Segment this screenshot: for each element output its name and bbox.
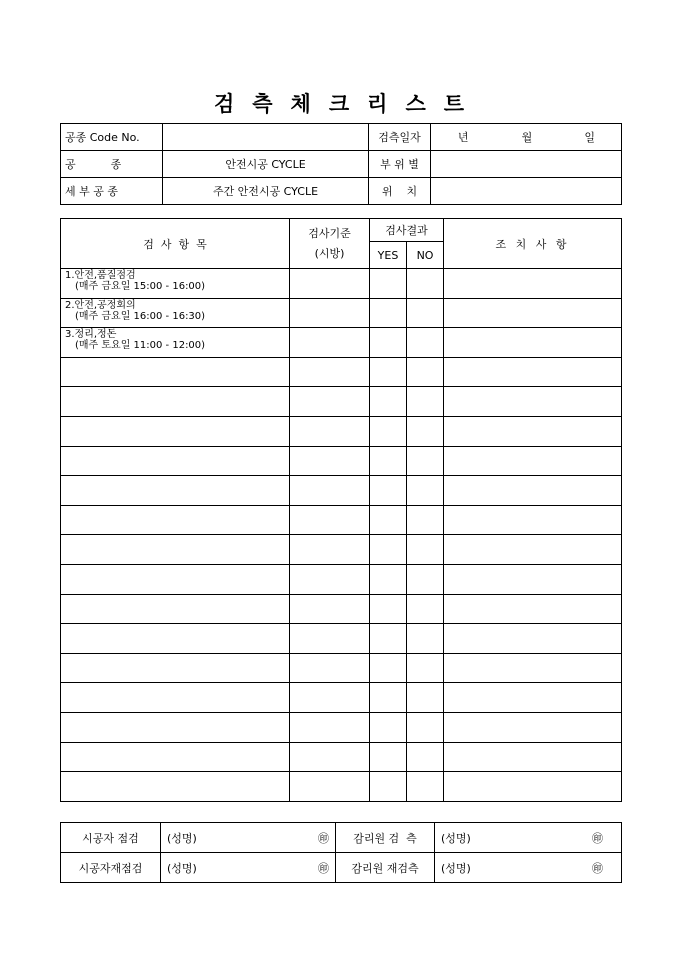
table-row xyxy=(61,712,622,742)
no-cell[interactable] xyxy=(407,357,444,387)
yes-cell[interactable] xyxy=(370,328,407,358)
action-cell[interactable] xyxy=(444,505,622,535)
item-cell[interactable] xyxy=(61,387,290,417)
item-cell[interactable] xyxy=(61,357,290,387)
title-char: 체 xyxy=(290,91,313,116)
seal-icon: ㊞ xyxy=(318,831,329,845)
action-cell[interactable] xyxy=(444,416,622,446)
standard-cell[interactable] xyxy=(290,505,370,535)
table-row xyxy=(61,505,622,535)
item-cell[interactable] xyxy=(61,416,290,446)
standard-cell[interactable] xyxy=(290,683,370,713)
col-result-header: 검사결과 xyxy=(370,219,444,242)
item-cell[interactable] xyxy=(61,594,290,624)
table-row xyxy=(61,269,622,299)
table-row xyxy=(61,594,622,624)
item-cell[interactable] xyxy=(61,505,290,535)
yes-cell[interactable] xyxy=(370,653,407,683)
standard-cell[interactable] xyxy=(290,446,370,476)
date-label: 검측일자 xyxy=(369,124,431,151)
action-cell[interactable] xyxy=(444,298,622,328)
col-yes-header: YES xyxy=(370,242,407,269)
standard-cell[interactable] xyxy=(290,535,370,565)
no-cell[interactable] xyxy=(407,298,444,328)
col-no-header: NO xyxy=(407,242,444,269)
item-schedule: (매주 금요일 15:00 - 16:00) xyxy=(75,281,206,292)
signature-table xyxy=(60,822,622,883)
contractor-check-sign[interactable] xyxy=(161,823,336,853)
yes-cell[interactable] xyxy=(370,683,407,713)
table-row xyxy=(61,564,622,594)
action-cell[interactable] xyxy=(444,624,622,654)
action-cell[interactable] xyxy=(444,772,622,802)
item-cell[interactable] xyxy=(61,712,290,742)
yes-cell[interactable] xyxy=(370,624,407,654)
date-month[interactable]: 월 xyxy=(496,124,559,151)
item-cell[interactable] xyxy=(61,772,290,802)
no-cell[interactable] xyxy=(407,387,444,417)
standard-cell[interactable] xyxy=(290,624,370,654)
action-cell[interactable] xyxy=(444,653,622,683)
action-cell[interactable] xyxy=(444,387,622,417)
seal-icon: ㊞ xyxy=(592,831,603,845)
table-row xyxy=(61,328,622,358)
no-cell[interactable] xyxy=(407,772,444,802)
name-label: (성명) xyxy=(441,861,471,875)
action-cell[interactable] xyxy=(444,357,622,387)
yes-cell[interactable] xyxy=(370,535,407,565)
item-cell[interactable] xyxy=(61,535,290,565)
no-cell[interactable] xyxy=(407,594,444,624)
item-title: 1.안전,품질점검 xyxy=(65,270,136,281)
item-cell[interactable] xyxy=(61,446,290,476)
item-cell[interactable] xyxy=(61,653,290,683)
no-cell[interactable] xyxy=(407,535,444,565)
page-title xyxy=(0,88,680,118)
yes-cell[interactable] xyxy=(370,357,407,387)
standard-cell[interactable] xyxy=(290,564,370,594)
standard-cell[interactable] xyxy=(290,357,370,387)
standard-cell[interactable] xyxy=(290,476,370,506)
yes-cell[interactable] xyxy=(370,712,407,742)
action-cell[interactable] xyxy=(444,712,622,742)
col-item-header: 검 사 항 목 xyxy=(61,219,290,269)
header-table xyxy=(60,123,622,205)
no-cell[interactable] xyxy=(407,416,444,446)
item-cell xyxy=(61,298,290,328)
yes-cell[interactable] xyxy=(370,564,407,594)
standard-cell[interactable] xyxy=(290,594,370,624)
part-label: 부 위 별 xyxy=(369,151,431,178)
location-label: 위 치 xyxy=(369,178,431,205)
name-label: (성명) xyxy=(167,861,197,875)
table-row xyxy=(61,535,622,565)
col-standard-sub: (시방) xyxy=(314,246,345,260)
yes-cell[interactable] xyxy=(370,387,407,417)
no-cell[interactable] xyxy=(407,712,444,742)
no-cell[interactable] xyxy=(407,683,444,713)
table-row xyxy=(61,624,622,654)
supervisor-check-label: 감리원 검 측 xyxy=(336,823,435,853)
standard-cell[interactable] xyxy=(290,416,370,446)
title-char: 트 xyxy=(443,91,467,116)
no-cell[interactable] xyxy=(407,624,444,654)
standard-cell[interactable] xyxy=(290,387,370,417)
detail-value[interactable]: 주간 안전시공 CYCLE xyxy=(163,178,369,205)
item-cell[interactable] xyxy=(61,624,290,654)
item-schedule: (매주 토요일 11:00 - 12:00) xyxy=(75,340,206,352)
table-row xyxy=(61,653,622,683)
seal-icon: ㊞ xyxy=(592,861,603,875)
action-cell[interactable] xyxy=(444,742,622,772)
item-cell xyxy=(61,328,290,358)
location-value[interactable] xyxy=(431,178,622,205)
no-cell[interactable] xyxy=(407,269,444,299)
yes-cell[interactable] xyxy=(370,416,407,446)
title-char: 리 xyxy=(367,91,390,116)
action-cell[interactable] xyxy=(444,594,622,624)
action-cell[interactable] xyxy=(444,446,622,476)
table-row xyxy=(61,476,622,506)
standard-cell[interactable] xyxy=(290,712,370,742)
code-label: 공종 Code No. xyxy=(61,124,163,151)
no-cell[interactable] xyxy=(407,742,444,772)
title-char: 스 xyxy=(405,91,428,116)
contractor-recheck-sign[interactable] xyxy=(161,853,336,883)
no-cell[interactable] xyxy=(407,505,444,535)
standard-cell[interactable] xyxy=(290,772,370,802)
contractor-check-label: 시공자 점검 xyxy=(61,823,161,853)
name-label: (성명) xyxy=(167,831,197,845)
contractor-recheck-label: 시공자재점검 xyxy=(61,853,161,883)
item-cell xyxy=(61,269,290,299)
title-char: 크 xyxy=(328,91,352,116)
standard-cell[interactable] xyxy=(290,269,370,299)
supervisor-check-sign[interactable] xyxy=(435,823,622,853)
no-cell[interactable] xyxy=(407,564,444,594)
table-row xyxy=(61,683,622,713)
date-year[interactable]: 년 xyxy=(431,124,496,151)
date-day[interactable]: 일 xyxy=(559,124,622,151)
yes-cell[interactable] xyxy=(370,476,407,506)
yes-cell[interactable] xyxy=(370,594,407,624)
part-value[interactable] xyxy=(431,151,622,178)
trade-label: 공 종 xyxy=(61,151,163,178)
title-char: 측 xyxy=(252,91,275,116)
yes-cell[interactable] xyxy=(370,298,407,328)
table-row xyxy=(61,772,622,802)
col-action-header: 조 치 사 항 xyxy=(444,219,622,269)
standard-cell[interactable] xyxy=(290,328,370,358)
action-cell[interactable] xyxy=(444,564,622,594)
action-cell[interactable] xyxy=(444,535,622,565)
table-row xyxy=(61,416,622,446)
yes-cell[interactable] xyxy=(370,772,407,802)
standard-cell[interactable] xyxy=(290,653,370,683)
table-row xyxy=(61,446,622,476)
yes-cell[interactable] xyxy=(370,446,407,476)
action-cell[interactable] xyxy=(444,269,622,299)
col-standard-label: 검사기준 xyxy=(308,226,351,240)
table-row xyxy=(61,298,622,328)
action-cell[interactable] xyxy=(444,476,622,506)
item-title: 3.정리,정돈 xyxy=(65,329,117,341)
table-row xyxy=(61,387,622,417)
no-cell[interactable] xyxy=(407,328,444,358)
no-cell[interactable] xyxy=(407,476,444,506)
no-cell[interactable] xyxy=(407,653,444,683)
action-cell[interactable] xyxy=(444,328,622,358)
item-cell[interactable] xyxy=(61,742,290,772)
item-schedule: (매주 금요일 16:00 - 16:30) xyxy=(75,310,206,322)
item-cell[interactable] xyxy=(61,476,290,506)
yes-cell[interactable] xyxy=(370,742,407,772)
table-row xyxy=(61,357,622,387)
trade-value[interactable]: 안전시공 CYCLE xyxy=(163,151,369,178)
item-cell[interactable] xyxy=(61,564,290,594)
yes-cell[interactable] xyxy=(370,505,407,535)
detail-label: 세 부 공 종 xyxy=(61,178,163,205)
action-cell[interactable] xyxy=(444,683,622,713)
col-standard-header xyxy=(290,219,370,269)
inspection-table xyxy=(60,218,622,802)
supervisor-recheck-label: 감리원 재검측 xyxy=(336,853,435,883)
supervisor-recheck-sign[interactable] xyxy=(435,853,622,883)
table-row xyxy=(61,742,622,772)
standard-cell[interactable] xyxy=(290,298,370,328)
title-char: 검 xyxy=(213,91,237,116)
item-title: 2.안전,공정회의 xyxy=(65,299,136,311)
no-cell[interactable] xyxy=(407,446,444,476)
code-value[interactable] xyxy=(163,124,369,151)
name-label: (성명) xyxy=(441,831,471,845)
item-cell[interactable] xyxy=(61,683,290,713)
standard-cell[interactable] xyxy=(290,742,370,772)
yes-cell[interactable] xyxy=(370,269,407,299)
seal-icon: ㊞ xyxy=(318,861,329,875)
